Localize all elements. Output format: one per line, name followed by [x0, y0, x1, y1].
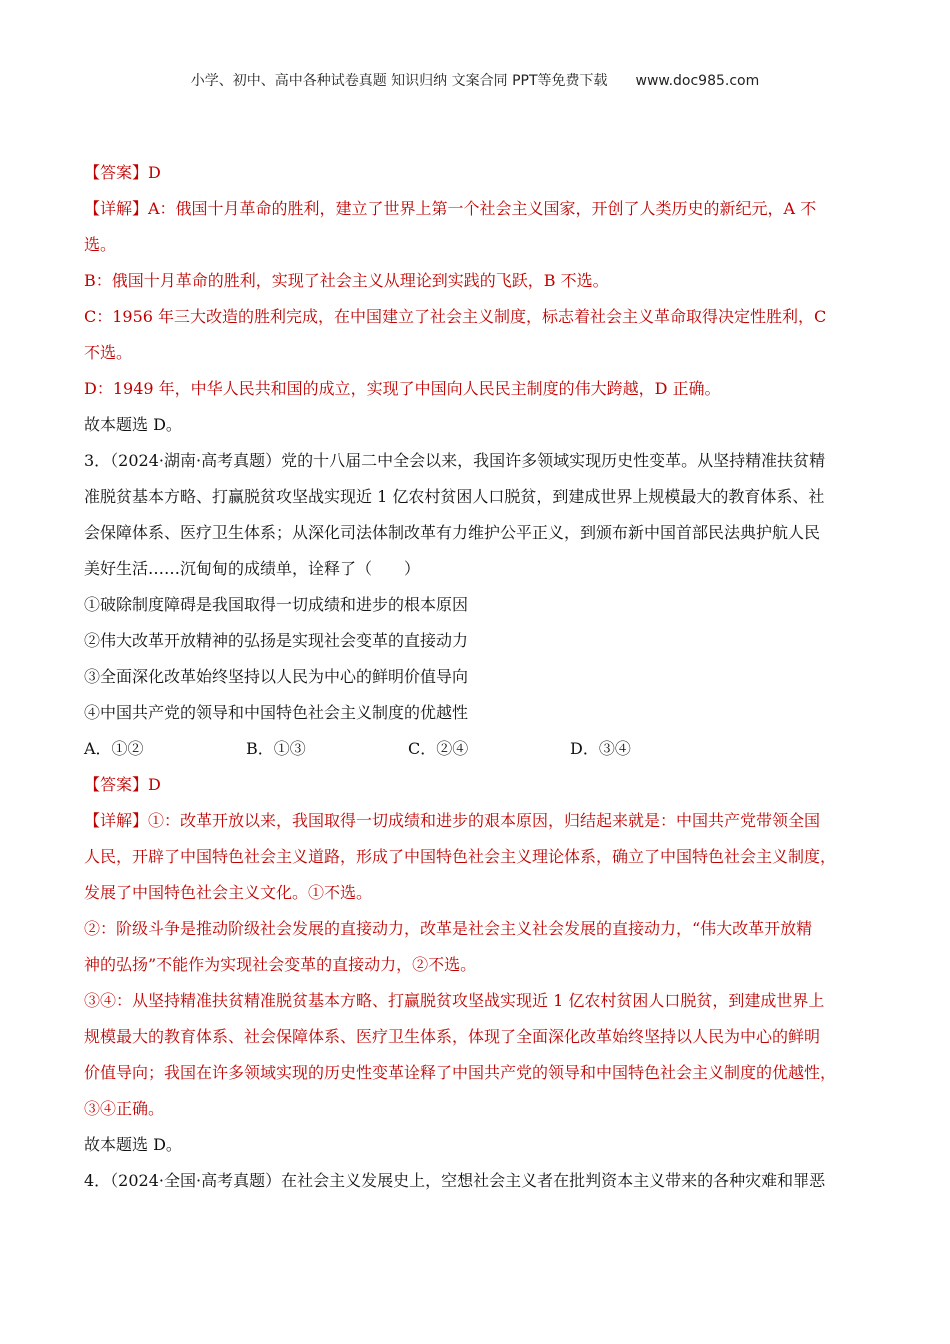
q3-stem-line: 美好生活……沉甸甸的成绩单，诠释了（ ）: [84, 559, 421, 578]
q3-detail-line: ③④：从坚持精准扶贫精准脱贫基本方略、打赢脱贫攻坚战实现近 1 亿农村贫困人口脱贫，到建成世界上: [84, 991, 825, 1010]
document-body: [84, 155, 874, 1199]
q3-detail-line: 人民，开辟了中国特色社会主义道路，形成了中国特色社会主义理论体系，确立了中国特色社会主义制度，: [84, 847, 837, 866]
q3-detail-line: 神的弘扬”不能作为实现社会变革的直接动力，②不选。: [84, 955, 477, 974]
q2-detail-line: D：1949 年，中华人民共和国的成立，实现了中国向人民民主制度的伟大跨越，D 正确。: [84, 379, 721, 398]
q2-detail-line: C：1956 年三大改造的胜利完成，在中国建立了社会主义制度，标志着社会主义革命取得决定性胜利，C: [84, 307, 827, 326]
q3-detail-line: ③④正确。: [84, 1099, 165, 1118]
q3-item: ④中国共产党的领导和中国特色社会主义制度的优越性: [84, 703, 469, 722]
q3-item: ②伟大改革开放精神的弘扬是实现社会变革的直接动力: [84, 631, 469, 650]
q3-detail-line: ②：阶级斗争是推动阶级社会发展的直接动力，改革是社会主义社会发展的直接动力，“伟大改革开放精: [84, 919, 813, 938]
q3-options: [84, 731, 874, 767]
q3-item: ①破除制度障碍是我国取得一切成绩和进步的根本原因: [84, 595, 469, 614]
q2-detail-line: 【详解】A：俄国十月革命的胜利，建立了世界上第一个社会主义国家，开创了人类历史的新纪元，A 不: [84, 199, 817, 218]
q3-conclusion: 故本题选 D。: [84, 1135, 182, 1154]
q3-answer: 【答案】D: [84, 775, 161, 794]
option-c: C．②④: [408, 739, 469, 758]
q3-item: ③全面深化改革始终坚持以人民为中心的鲜明价值导向: [84, 667, 469, 686]
header-site[interactable]: www.doc985.com: [635, 73, 760, 89]
q3-detail-line: 价值导向；我国在许多领域实现的历史性变革诠释了中国共产党的领导和中国特色社会主义制度的优越性，: [84, 1063, 837, 1082]
header-text: 小学、初中、高中各种试卷真题 知识归纳 文案合同 PPT等免费下载: [190, 73, 608, 89]
option-a: A．①②: [84, 739, 144, 758]
q3-stem-line: 3．（2024·湖南·高考真题）党的十八届二中全会以来，我国许多领域实现历史性变革。从坚持精准扶贫精: [84, 451, 826, 470]
q2-detail-line: 选。: [84, 235, 117, 254]
q3-detail-line: 【详解】①：改革开放以来，我国取得一切成绩和进步的艰本原因，归结起来就是：中国共产党带领全国: [84, 811, 821, 830]
q3-detail-line: 发展了中国特色社会主义文化。①不选。: [84, 883, 373, 902]
q3-detail-line: 规模最大的教育体系、社会保障体系、医疗卫生体系，体现了全面深化改革始终坚持以人民为中心的鲜明: [84, 1027, 821, 1046]
q2-detail-line: B：俄国十月革命的胜利，实现了社会主义从理论到实践的飞跃，B 不选。: [84, 271, 609, 290]
q3-stem-line: 准脱贫基本方略、打赢脱贫攻坚战实现近 1 亿农村贫困人口脱贫，到建成世界上规模最大的教育体系、社: [84, 487, 825, 506]
q2-detail-line: 不选。: [84, 343, 133, 362]
q4-stem-line: 4．（2024·全国·高考真题）在社会主义发展史上，空想社会主义者在批判资本主义带来的各种灾难和罪恶: [84, 1171, 826, 1190]
page-header: [0, 70, 950, 90]
option-d: D．③④: [570, 739, 631, 758]
option-b: B．①③: [246, 739, 306, 758]
q3-stem-line: 会保障体系、医疗卫生体系；从深化司法体制改革有力维护公平正义，到颁布新中国首部民法典护航人民: [84, 523, 821, 542]
q2-answer: 【答案】D: [84, 163, 161, 182]
q2-conclusion: 故本题选 D。: [84, 415, 182, 434]
